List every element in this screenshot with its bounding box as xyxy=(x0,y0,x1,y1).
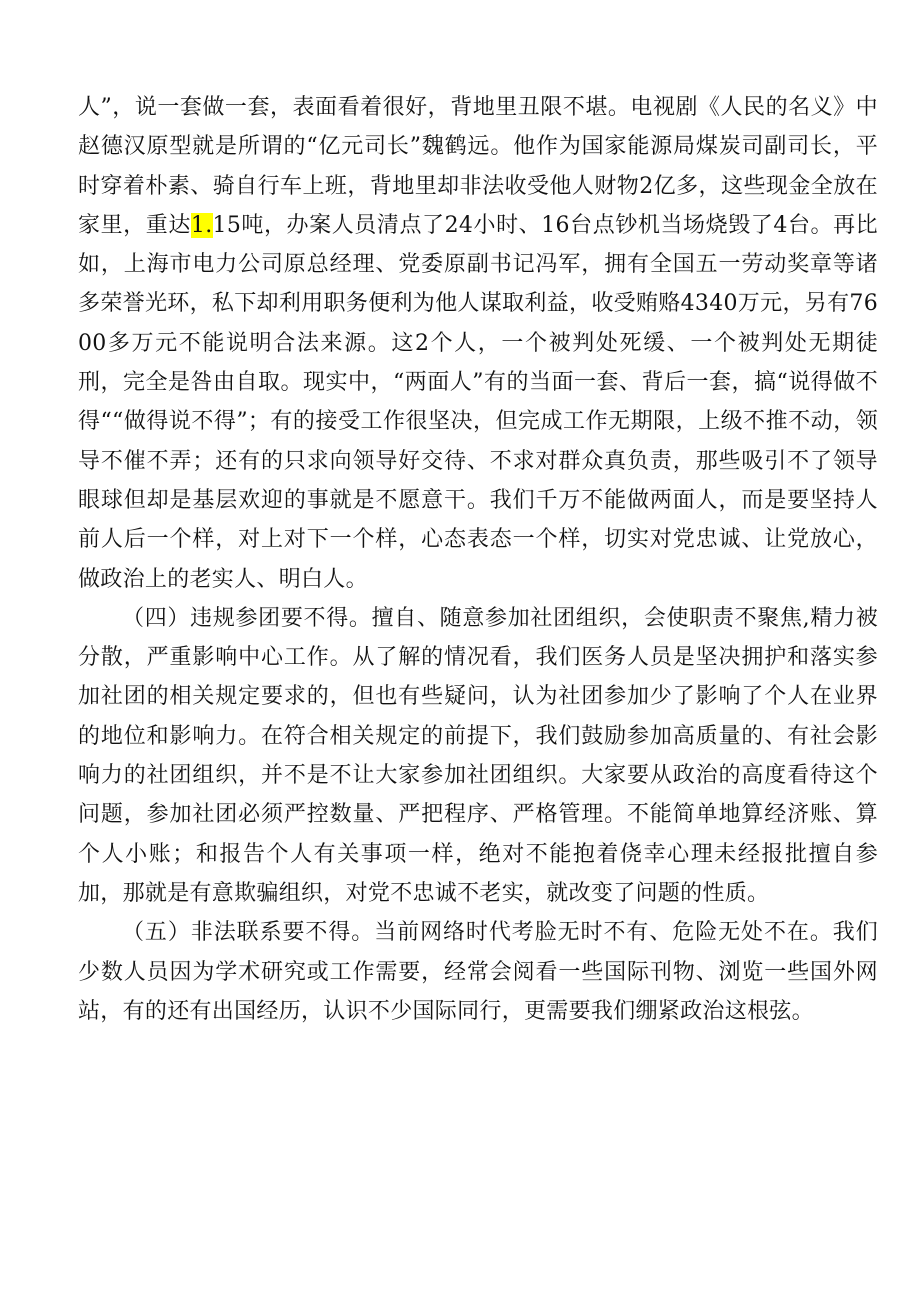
paragraph-text-part-2: 15吨，办案人员清点了24小时、16台点钞机当场烧毁了4台。再比如，上海市电力公司原总经理、党委原副书记冯军，拥有全国五一劳动奖章等诸多荣誉光环，私下却利用职务便利为他人谋取利益，收受贿赂4340万元，另有7600多万元不能说明合法来源。这2个人，一个被判处死缓、一个被判处无期徒刑，完全是咎由自取。现实中，“两面人”有的当面一套、背后一套，搞“说得做不得““做得说不得”；有的接受工作很坚决，但完成工作无期限，上级不推不动，领导不催不弄；还有的只求向领导好交待、不求对群众真负责，那些吸引不了领导眼球但却是基层欢迎的事就是不愿意干。我们千万不能做两面人，而是要坚持人前人后一个样，对上对下一个样，心态表态一个样，切实对党忠诚、让党放心，做政治上的老实人、明白人。 xyxy=(78,212,878,592)
document-body xyxy=(78,88,878,1031)
paragraph-two-faced-people xyxy=(78,88,878,599)
highlighted-number: 1. xyxy=(190,212,213,238)
paragraph-illegal-groups xyxy=(78,599,878,913)
paragraph-text-part-1: 人”，说一套做一套，表面看着很好，背地里丑限不堪。电视剧《人民的名义》中赵德汉原型就是所谓的“亿元司长”魏鹤远。他作为国家能源局煤炭司副司长，平时穿着朴素、骑自行车上班，背地里却非法收受他人财物2亿多，这些现金全放在家里，重达 xyxy=(78,95,878,238)
paragraph-illegal-contacts xyxy=(78,913,878,1031)
paragraph-text: （五）非法联系要不得。当前网络时代考脸无时不有、危险无处不在。我们少数人员因为学术研究或工作需要，经常会阅看一些国际刊物、浏览一些国外网站，有的还有出国经历，认识不少国际同行，更需要我们绷紧政治这根弦。 xyxy=(78,920,878,1024)
paragraph-text: （四）违规参团要不得。擅自、随意参加社团组织，会使职责不聚焦,精力被分散，严重影响中心工作。从了解的情况看，我们医务人员是坚决拥护和落实参加社团的相关规定要求的，但也有些疑问，认为社团参加少了影响了个人在业界的地位和影响力。在符合相关规定的前提下，我们鼓励参加高质量的、有社会影响力的社团组织，并不是不让大家参加社团组织。大家要从政治的高度看待这个问题，参加社团必须严控数量、严把程序、严格管理。不能简单地算经济账、算个人小账；和报告个人有关事项一样，绝对不能抱着侥幸心理未经报批擅自参加，那就是有意欺骗组织，对党不忠诚不老实，就改变了问题的性质。 xyxy=(78,605,878,906)
